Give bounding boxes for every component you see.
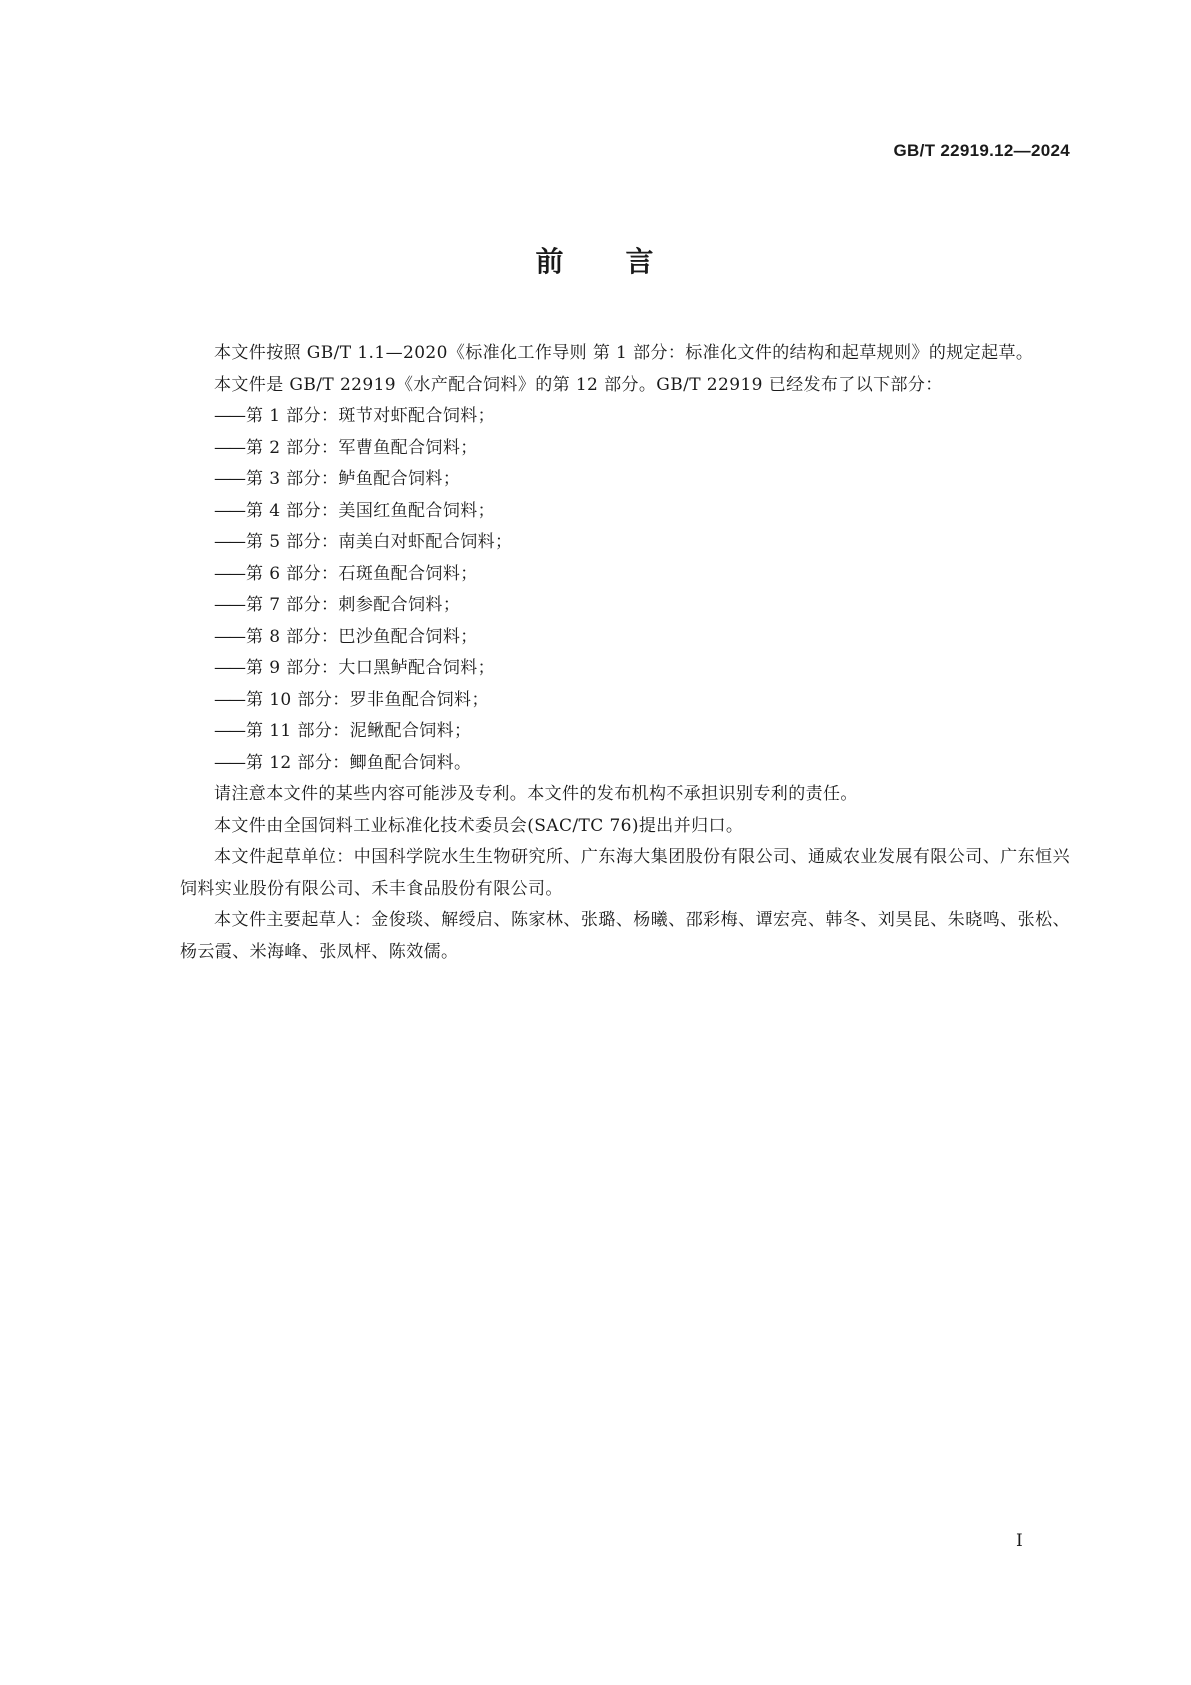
list-item	[180, 590, 1070, 622]
page-title-char-2: 言	[625, 245, 656, 278]
page-number: I	[1016, 1531, 1023, 1551]
list-item	[180, 559, 1070, 591]
list-dash: ——	[214, 658, 244, 678]
list-item-text: 第 11 部分：泥鳅配合饲料；	[246, 721, 472, 741]
standard-number: GB/T 22919.12—2024	[893, 141, 1070, 160]
para-drafting-units: 本文件起草单位：中国科学院水生生物研究所、广东海大集团股份有限公司、通威农业发展有限公司、广东恒兴饲料实业股份有限公司、禾丰食品股份有限公司。	[180, 847, 1070, 899]
para-series: 本文件是 GB/T 22919《水产配合饲料》的第 12 部分。GB/T 22919 已经发布了以下部分：	[214, 374, 943, 395]
list-item-text: 第 12 部分：鲫鱼配合饲料。	[246, 752, 472, 773]
list-item	[180, 433, 1070, 465]
list-item	[180, 622, 1070, 654]
para-basis: 本文件按照 GB/T 1.1—2020《标准化工作导则 第 1 部分：标准化文件的结构和起草规则》的规定起草。	[214, 343, 1034, 363]
parts-list	[180, 401, 1070, 779]
list-item	[180, 716, 1070, 748]
list-dash: ——	[214, 469, 244, 489]
page-title-char-1: 前	[535, 245, 566, 278]
list-item	[180, 748, 1070, 780]
list-item-text: 第 9 部分：大口黑鲈配合饲料；	[246, 658, 496, 678]
para-proposer: 本文件由全国饲料工业标准化技术委员会(SAC/TC 76)提出并归口。	[214, 815, 744, 836]
list-item-text: 第 3 部分：鲈鱼配合饲料；	[246, 469, 461, 489]
foreword-body	[180, 338, 1070, 968]
list-item-text: 第 10 部分：罗非鱼配合饲料；	[246, 689, 489, 710]
list-item	[180, 653, 1070, 685]
list-item	[180, 496, 1070, 528]
list-item	[180, 685, 1070, 717]
list-dash: ——	[214, 689, 244, 710]
list-item-text: 第 4 部分：美国红鱼配合饲料；	[246, 500, 496, 521]
list-item	[180, 464, 1070, 496]
page-title	[0, 240, 1191, 280]
list-item-text: 第 8 部分：巴沙鱼配合饲料；	[246, 626, 478, 647]
list-item-text: 第 5 部分：南美白对虾配合饲料；	[246, 532, 513, 552]
list-dash: ——	[214, 752, 244, 773]
list-dash: ——	[214, 500, 244, 521]
para-drafters: 本文件主要起草人：金俊琰、解绶启、陈家林、张璐、杨曦、邵彩梅、谭宏亮、韩冬、刘昊昆、朱晓鸣、张松、杨云霞、米海峰、张凤枰、陈效儒。	[180, 910, 1070, 962]
list-dash: ——	[214, 532, 244, 552]
list-dash: ——	[214, 721, 244, 741]
list-dash: ——	[214, 437, 244, 458]
list-dash: ——	[214, 563, 244, 584]
list-dash: ——	[214, 406, 244, 426]
list-item-text: 第 2 部分：军曹鱼配合饲料；	[246, 437, 478, 458]
list-item	[180, 527, 1070, 559]
list-item-text: 第 7 部分：刺参配合饲料；	[246, 595, 461, 615]
list-dash: ——	[214, 626, 244, 647]
list-dash: ——	[214, 595, 244, 615]
list-item-text: 第 1 部分：斑节对虾配合饲料；	[246, 406, 496, 426]
list-item	[180, 401, 1070, 433]
list-item-text: 第 6 部分：石斑鱼配合饲料；	[246, 563, 478, 584]
para-patent: 请注意本文件的某些内容可能涉及专利。本文件的发布机构不承担识别专利的责任。	[214, 784, 858, 804]
